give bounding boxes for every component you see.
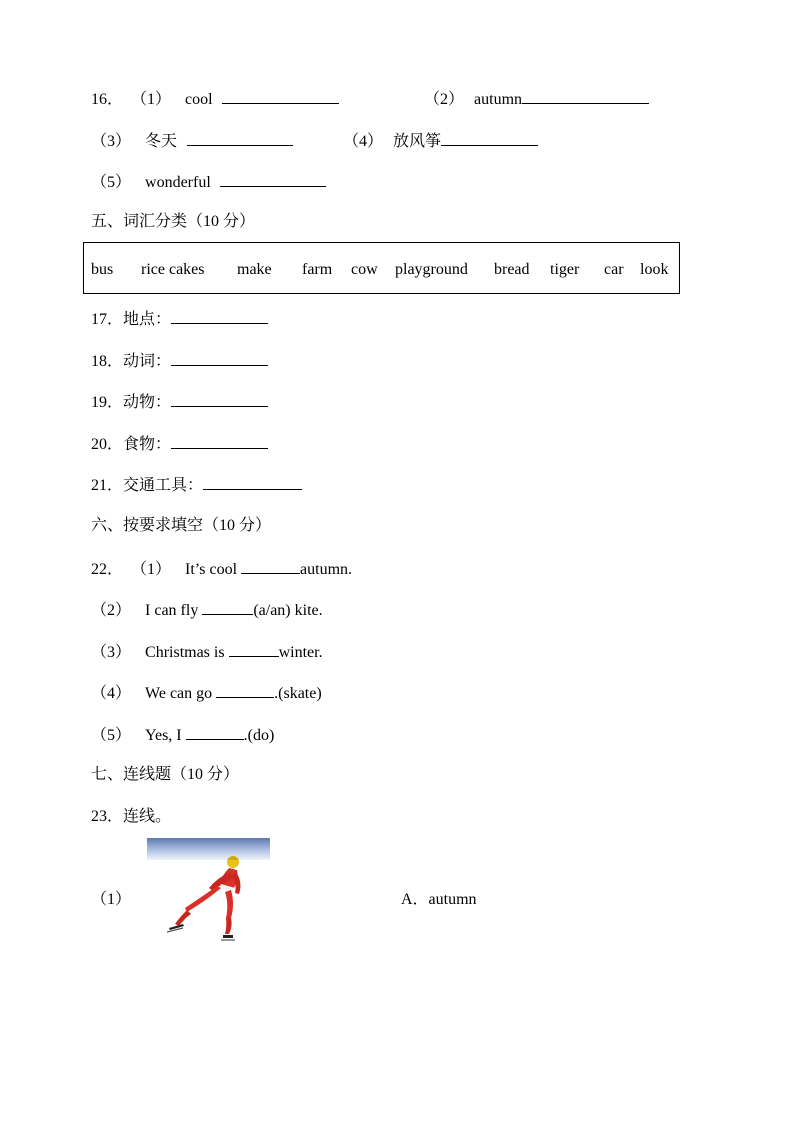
question-text: 17．地点： (91, 311, 172, 328)
item-suffix: .(do) (243, 727, 275, 744)
item-number: （4） (91, 685, 132, 702)
answer-blank[interactable] (229, 641, 279, 657)
item-word: 放风筝 (393, 133, 442, 150)
q22-item-3 (91, 641, 323, 663)
item-suffix: winter. (278, 644, 323, 661)
answer-blank[interactable] (441, 130, 538, 146)
item-suffix: .(skate) (274, 685, 322, 702)
item-number: （5） (91, 727, 132, 744)
answer-blank[interactable] (203, 474, 302, 490)
q20 (91, 433, 268, 455)
answer-blank[interactable] (171, 350, 268, 366)
answer-blank[interactable] (171, 308, 268, 324)
answer-blank[interactable] (522, 88, 649, 104)
item-suffix: autumn. (300, 561, 353, 578)
q22-item-2 (91, 599, 323, 621)
item-number: （1） (131, 91, 172, 108)
q16-line-3 (91, 171, 326, 193)
question-text: 21．交通工具： (91, 477, 204, 494)
question-text: 20．食物： (91, 436, 172, 453)
item-number: （2） (424, 91, 465, 108)
item-number: （1） (131, 561, 172, 578)
item-number: （4） (343, 133, 384, 150)
q21 (91, 474, 302, 496)
item-number: （3） (91, 133, 132, 150)
q22-item-5 (91, 724, 274, 746)
item-word: wonderful (145, 174, 211, 191)
answer-blank[interactable] (220, 171, 326, 187)
word-bank-item: bread (494, 261, 530, 278)
word-bank-item: tiger (550, 261, 580, 278)
answer-blank[interactable] (171, 391, 268, 407)
word-bank-item: playground (395, 261, 468, 278)
item-word: autumn (474, 91, 523, 108)
item-prefix: I can fly (145, 602, 199, 619)
q22-item-4 (91, 682, 322, 704)
question-text: 18．动词： (91, 353, 172, 370)
speed-skater-image (147, 838, 270, 946)
item-prefix: We can go (145, 685, 213, 702)
section-6-title: 六、按要求填空（10 分） (91, 517, 272, 534)
answer-blank[interactable] (186, 724, 244, 740)
word-bank-item: look (640, 261, 669, 278)
match-right-item-a: A．autumn (401, 891, 477, 908)
word-bank-box (83, 242, 680, 294)
question-text: 19．动物： (91, 394, 172, 411)
match-left-item-1: （1） (91, 891, 132, 908)
answer-blank[interactable] (216, 682, 274, 698)
q17 (91, 308, 268, 330)
item-number: （2） (91, 602, 132, 619)
item-number: （3） (91, 644, 132, 661)
item-suffix: (a/an) kite. (253, 602, 323, 619)
answer-blank[interactable] (241, 558, 300, 574)
item-prefix: It’s cool (185, 561, 238, 578)
q16-line-1 (91, 88, 339, 110)
item-number: （5） (91, 174, 132, 191)
word-bank-item: bus (91, 261, 114, 278)
q22-item-1 (91, 558, 352, 580)
item-prefix: Yes, I (145, 727, 182, 744)
item-prefix: Christmas is (145, 644, 225, 661)
answer-blank[interactable] (202, 599, 253, 615)
word-bank-item: rice cakes (141, 261, 205, 278)
answer-blank[interactable] (187, 130, 293, 146)
word-bank-item: cow (351, 261, 378, 278)
question-number: 22． (91, 561, 124, 578)
q16-line-2 (91, 130, 293, 152)
section-7-title: 七、连线题（10 分） (91, 766, 240, 783)
q16-item-2 (424, 88, 649, 110)
word-bank-item: make (237, 261, 272, 278)
q18 (91, 350, 268, 372)
answer-blank[interactable] (222, 88, 339, 104)
item-word: cool (185, 91, 213, 108)
answer-blank[interactable] (171, 433, 268, 449)
q19 (91, 391, 268, 413)
question-number: 16． (91, 91, 124, 108)
word-bank-item: farm (302, 261, 333, 278)
section-5-title: 五、词汇分类（10 分） (91, 213, 256, 230)
q23-prompt: 23．连线。 (91, 808, 172, 825)
word-bank-item: car (604, 261, 624, 278)
item-word: 冬天 (145, 133, 178, 150)
q16-item-4 (343, 130, 538, 152)
